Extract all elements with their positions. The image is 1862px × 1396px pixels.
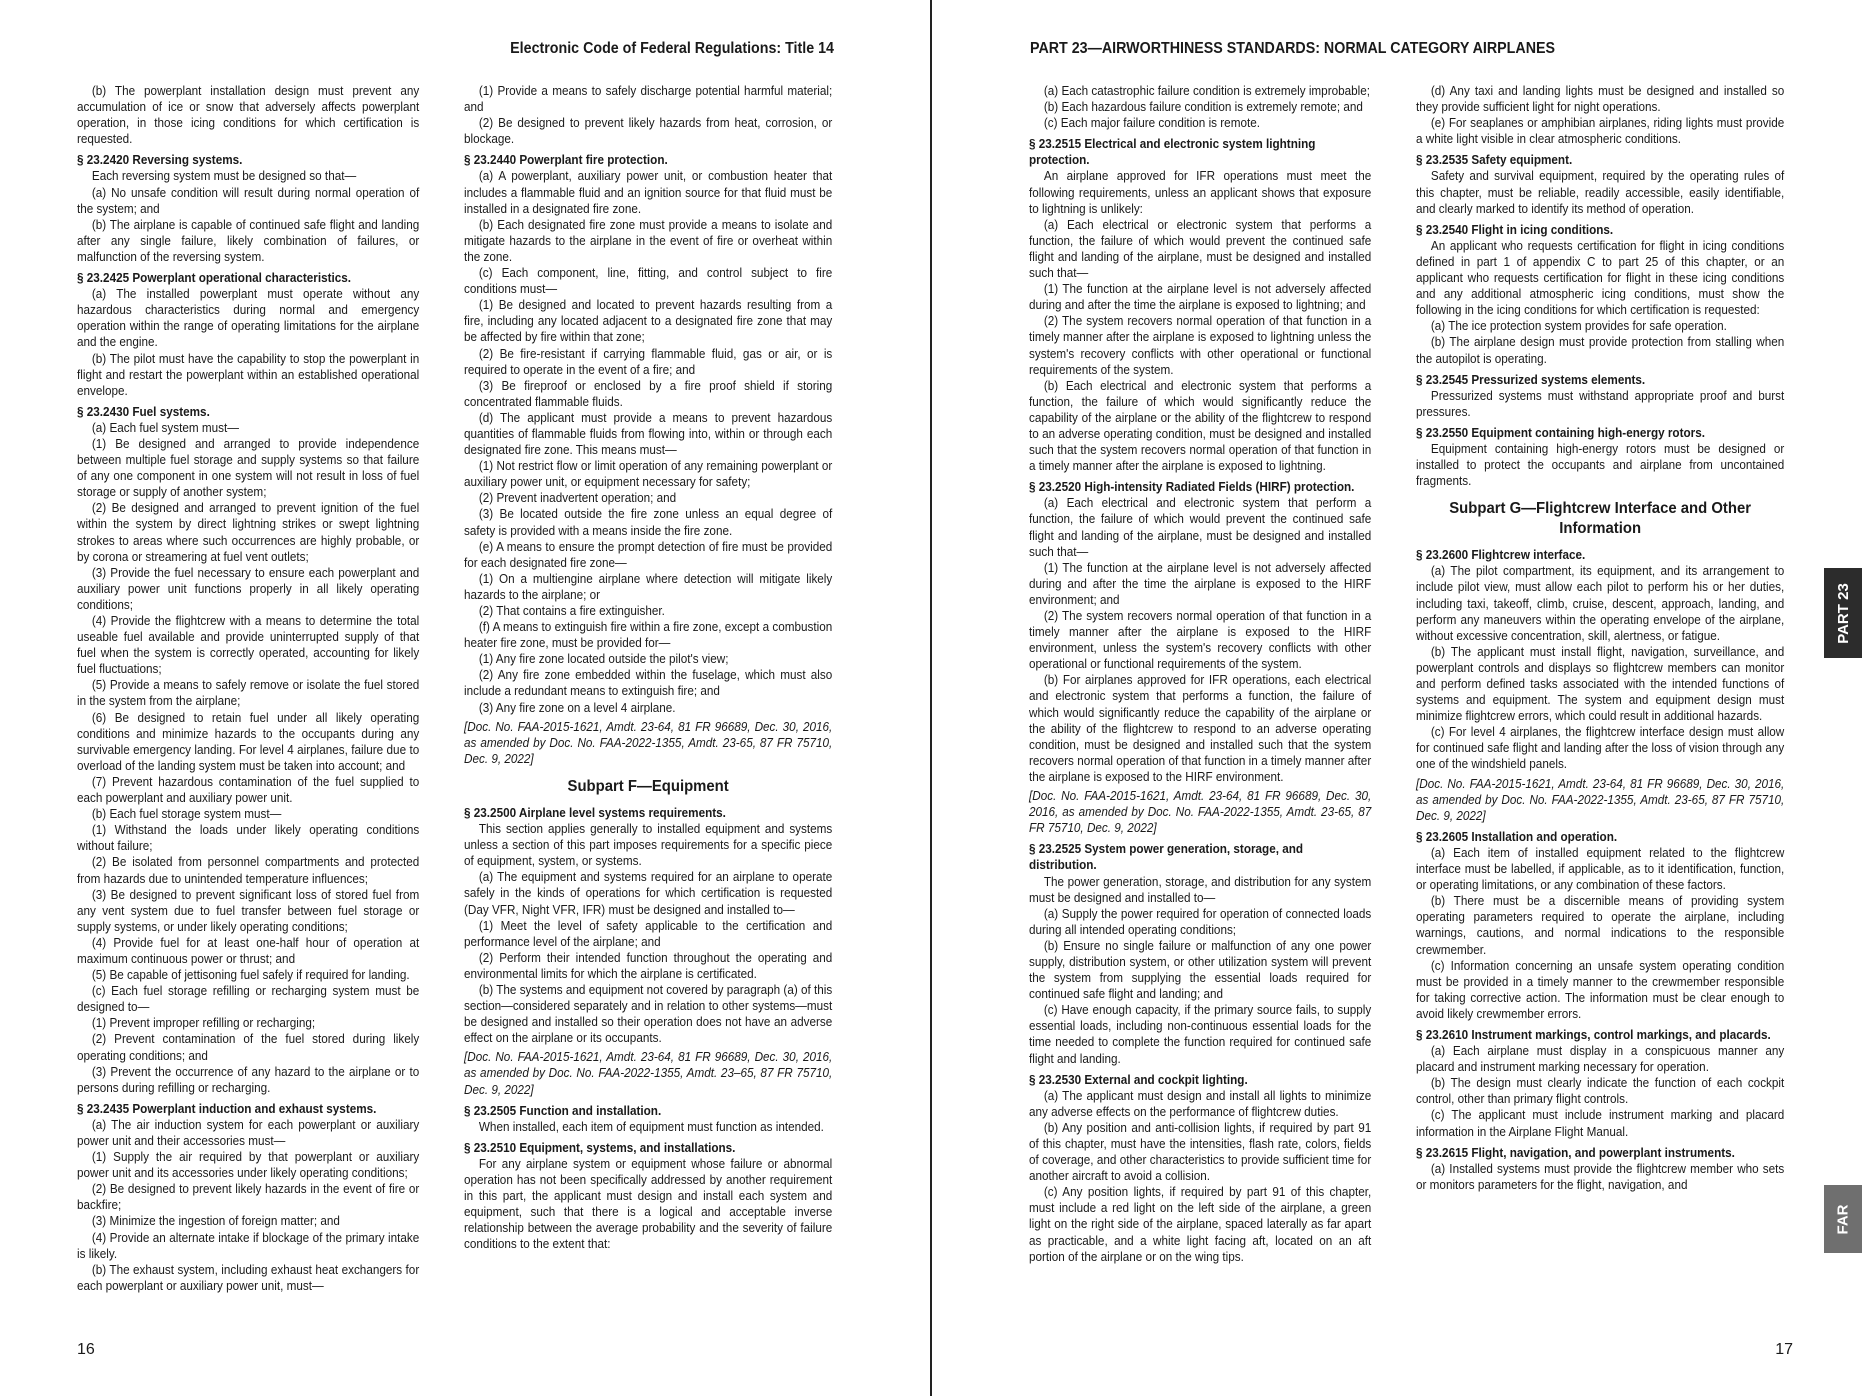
paragraph: (2) The system recovers normal operation of that function in a timely manner after the airplane is exposed to the HIRF environment, unless the system's recovery conflicts with other operational or functional requirements of the system.: [1029, 609, 1372, 672]
left-page: [0, 0, 930, 1396]
running-head: PART 23—AIRWORTHINESS STANDARDS: NORMAL CATEGORY AIRPLANES: [1030, 40, 1556, 57]
paragraph: (2) Perform their intended function throughout the operating and environmental limits for which the airplane is certificated.: [464, 950, 833, 981]
section-heading: § 23.2545 Pressurized systems elements.: [1416, 372, 1646, 387]
paragraph: (a) Supply the power required for operation of connected loads during all intended operating conditions;: [1029, 906, 1372, 937]
paragraph: (a) No unsafe condition will result during normal operation of the system; and: [77, 185, 420, 216]
section-heading: § 23.2420 Reversing systems.: [77, 153, 243, 168]
thumb-tab-label: PART 23: [1834, 582, 1852, 644]
paragraph: (b) For airplanes approved for IFR operations, each electrical and electronic system that performs a function, the failure of which would significantly reduce the capability of the airplane or the ability of the flightcrew to respond to an adverse operating condition, must be designed and installed such that the system recovers normal operation of that function in a timely manner after the airplane is exposed to the HIRF environment.: [1029, 673, 1372, 784]
paragraph: (c) Any position lights, if required by part 91 of this chapter, must include a red light on the left side of the airplane, a green light on the right side of the airplane, spaced laterally as far apart as practicable, and a white light facing aft, located on an aft portion of the airplane or on the wing tips.: [1029, 1185, 1372, 1264]
paragraph: (c) For level 4 airplanes, the flightcrew interface design must allow for continued safe flight and landing after the loss of vision through any one of the windshield panels.: [1416, 725, 1785, 772]
paragraph: (b) Each designated fire zone must provide a means to isolate and mitigate hazards to the airplane in the event of fire or overheat within the zone.: [464, 217, 833, 264]
paragraph: (1) The function at the airplane level is not adversely affected during and after the time the airplane is exposed to the HIRF environment; and: [1029, 560, 1372, 607]
paragraph: (a) Each catastrophic failure condition is extremely improbable;: [1043, 84, 1371, 98]
paragraph: Equipment containing high-energy rotors must be designed or installed to protect the occupants and airplane from uncontained fragments.: [1416, 441, 1785, 489]
paragraph: (a) Each item of installed equipment related to the flightcrew interface must be labelled, if applicable, as to it identification, function, or operating limitations, or any combination of these factors.: [1416, 845, 1785, 893]
paragraph: (d) Any taxi and landing lights must be designed and installed so they provide sufficient light for night operations.: [1416, 84, 1785, 115]
paragraph: (b) The applicant must install flight, navigation, surveillance, and powerplant controls and displays so flightcrew members can monitor and perform defined tasks associated with the intended functions of systems and equipment. The system and equipment design must minimize flightcrew errors, which could result in additional hazards.: [1416, 644, 1785, 724]
paragraph: (e) For seaplanes or amphibian airplanes, riding lights must provide a white light visible in clear atmospheric conditions.: [1416, 116, 1785, 147]
paragraph: (1) Supply the air required by that powerplant or auxiliary power unit and its accessories under likely operating conditions;: [77, 1150, 420, 1181]
paragraph: (a) The ice protection system provides for safe operation.: [1430, 319, 1727, 334]
paragraph: (3) Be fireproof or enclosed by a fire proof shield if storing concentrated flammable fluids.: [464, 378, 833, 409]
paragraph: (6) Be designed to retain fuel under all likely operating conditions and minimize hazards to the occupants during any survivable emergency landing. For level 4 airplanes, failure due to overload of the landing system must be taken into account; and: [77, 710, 420, 773]
paragraph: Pressurized systems must withstand appropriate proof and burst pressures.: [1416, 388, 1785, 419]
paragraph: (3) Prevent the occurrence of any hazard to the airplane or to persons during refilling or recharging.: [77, 1064, 420, 1095]
paragraph: (1) Be designed and arranged to provide independence between multiple fuel storage and supply systems so that failure of any one component in one system will not result in loss of fuel storage or supply of another system;: [77, 436, 420, 500]
section-heading: § 23.2600 Flightcrew interface.: [1416, 548, 1586, 563]
paragraph: (a) Each electrical and electronic system that perform a function, the failure of which would prevent the continued safe flight and landing of the airplane, must be designed and installed such that—: [1029, 496, 1372, 559]
section-heading: § 23.2505 Function and installation.: [464, 1103, 662, 1118]
paragraph: (7) Prevent hazardous contamination of the fuel supplied to each powerplant and auxiliary power unit.: [77, 774, 420, 806]
paragraph: (1) Any fire zone located outside the pilot's view;: [478, 652, 729, 667]
paragraph: (b) The systems and equipment not covered by paragraph (a) of this section—considered separately and in relation to other systems—must be designed and installed so their operation does not have an adverse effect on the airplane or its occupants.: [464, 982, 833, 1046]
section-heading: § 23.2550 Equipment containing high-energy rotors.: [1416, 425, 1705, 440]
section-heading: § 23.2520 High-intensity Radiated Fields (HIRF) protection.: [1029, 480, 1355, 495]
paragraph: (b) The airplane design must provide protection from stalling when the autopilot is operating.: [1416, 335, 1785, 366]
subpart-heading: Subpart G—Flightcrew Interface and Other Information: [1449, 500, 1752, 538]
paragraph: (c) Each component, line, fitting, and control subject to fire conditions must—: [464, 266, 833, 297]
paragraph: (c) The applicant must include instrument marking and placard information in the Airplane Flight Manual.: [1416, 1108, 1785, 1139]
thumb-tab-part: [1824, 568, 1862, 658]
section-heading: § 23.2425 Powerplant operational characteristics.: [77, 271, 352, 286]
paragraph: (1) Be designed and located to prevent hazards resulting from a fire, including any located adjacent to a designated fire zone that may be affected by fire within that zone;: [464, 298, 833, 345]
paragraph: (b) The design must clearly indicate the function of each cockpit control, other than primary flight controls.: [1416, 1076, 1785, 1107]
amendment-citation: [Doc. No. FAA-2015-1621, Amdt. 23-64, 81 FR 96689, Dec. 30, 2016, as amended by Doc. No. FAA-2022-1355, Amdt. 23-65, 87 FR 75710, Dec. 9, 2022]: [1029, 789, 1372, 836]
paragraph: An airplane approved for IFR operations must meet the following requirements, unless an applicant shows that exposure to lightning is unlikely:: [1029, 169, 1372, 216]
paragraph: When installed, each item of equipment must function as intended.: [478, 1119, 824, 1134]
running-head: Electronic Code of Federal Regulations: Title 14: [510, 40, 834, 57]
section-heading: § 23.2440 Powerplant fire protection.: [464, 153, 668, 168]
paragraph: (1) Provide a means to safely discharge potential harmful material; and: [464, 84, 833, 115]
section-heading: § 23.2510 Equipment, systems, and installations.: [464, 1140, 736, 1155]
paragraph: (3) Be designed to prevent significant loss of stored fuel from any vent system due to fuel transfer between fuel storage or supply systems, or under likely operating conditions;: [77, 887, 420, 934]
paragraph: (2) Any fire zone embedded within the fuselage, which must also include a redundant means to extinguish fire; and: [464, 668, 833, 699]
amendment-citation: [Doc. No. FAA-2015-1621, Amdt. 23-64, 81 FR 96689, Dec. 30, 2016, as amended by Doc. No. FAA-2022-1355, Amdt. 23-65, 87 FR 75710, Dec. 9, 2022]: [464, 719, 833, 766]
paragraph: (b) Each electrical and electronic system that performs a function, the failure of which would significantly reduce the capability of the airplane or the ability of the flightcrew to respond to an adverse operating condition, must be designed and installed such that the system recovers normal operation of that function in a timely manner after the airplane is exposed to lightning.: [1029, 378, 1372, 474]
paragraph: This section applies generally to installed equipment and systems unless a section of this part imposes requirements for a specific piece of equipment, system, or systems.: [464, 822, 833, 869]
text-column: [1416, 83, 1784, 1193]
paragraph: Safety and survival equipment, required by the operating rules of this chapter, must be reliable, readily accessible, easily identifiable, and clearly marked to identify its method of operation.: [1416, 169, 1785, 216]
amendment-citation: [Doc. No. FAA-2015-1621, Amdt. 23-64, 81 FR 96689, Dec. 30, 2016, as amended by Doc. No. FAA-2022-1355, Amdt. 23-65, 87 FR 75710, Dec. 9, 2022]: [1416, 776, 1785, 823]
paragraph: (b) The pilot must have the capability to stop the powerplant in flight and restart the powerplant within an established operational envelope.: [77, 351, 420, 398]
paragraph: (4) Provide an alternate intake if blockage of the primary intake is likely.: [77, 1230, 420, 1261]
paragraph: (a) The air induction system for each powerplant or auxiliary power unit and their accessories must—: [77, 1117, 420, 1148]
page-number: 17: [1775, 1341, 1793, 1358]
paragraph: (1) Not restrict flow or limit operation of any remaining powerplant or auxiliary power unit, or equipment necessary for safety;: [464, 459, 833, 490]
thumb-tab-far: [1824, 1185, 1862, 1253]
paragraph: (1) Meet the level of safety applicable to the certification and performance level of the airplane; and: [464, 918, 833, 949]
paragraph: (a) A powerplant, auxiliary power unit, or combustion heater that includes a flammable fluid and an ignition source for that fluid must be installed in a designated fire zone.: [464, 169, 833, 216]
paragraph: (3) Be located outside the fire zone unless an equal degree of safety is provided with a means inside the fire zone.: [464, 507, 833, 538]
section-heading: § 23.2435 Powerplant induction and exhaust systems.: [77, 1101, 377, 1116]
paragraph: (2) The system recovers normal operation of that function in a timely manner after the airplane is exposed to lightning unless the system's recovery conflicts with other operational or functional requirements of the system.: [1029, 314, 1372, 377]
paragraph: (2) Be designed to prevent likely hazards from heat, corrosion, or blockage.: [464, 116, 833, 147]
paragraph: (2) Be fire-resistant if carrying flammable fluid, gas or air, or is required to operate in the event of a fire; and: [464, 346, 833, 377]
section-heading: § 23.2610 Instrument markings, control markings, and placards.: [1416, 1027, 1771, 1042]
paragraph: (5) Be capable of jettisoning fuel safely if required for landing.: [91, 968, 410, 983]
thumb-tab-label: FAR: [1834, 1204, 1852, 1234]
paragraph: (2) Prevent contamination of the fuel stored during likely operating conditions; and: [77, 1032, 420, 1063]
paragraph: The power generation, storage, and distribution for any system must be designed and installed to—: [1029, 874, 1372, 905]
text-column: [77, 83, 419, 1294]
paragraph: (c) Information concerning an unsafe system operating condition must be provided in a timely manner to the crewmember responsible for taking corrective action. The information must be clear enough to avoid likely crewmember errors.: [1416, 958, 1785, 1021]
paragraph: (4) Provide the flightcrew with a means to determine the total useable fuel available and provide uninterrupted supply of that fuel when the system is correctly operated, accounting for likely fuel fluctuations;: [77, 614, 420, 677]
paragraph: (3) Provide the fuel necessary to ensure each powerplant and auxiliary power unit functions properly in all likely operating conditions;: [77, 565, 420, 612]
paragraph: (a) The pilot compartment, its equipment, and its arrangement to include pilot view, must allow each pilot to perform his or her duties, including taxi, takeoff, climb, cruise, descent, approach, landing, and perform any maneuvers within the operating envelope of the airplane, without excessive concentration, skill, alertness, or fatigue.: [1416, 564, 1785, 643]
paragraph: (f) A means to extinguish fire within a fire zone, except a combustion heater fire zone, must be provided for—: [464, 620, 833, 651]
paragraph: (a) The applicant must design and install all lights to minimize any adverse effects on the performance of flightcrew duties.: [1029, 1088, 1372, 1119]
paragraph: (d) The applicant must provide a means to prevent hazardous quantities of flammable fluids from flowing into, within or through each designated fire zone. This means must—: [464, 410, 833, 458]
paragraph: (c) Have enough capacity, if the primary source fails, to supply essential loads, including non-continuous essential loads for the time needed to complete the function required for continued safe flight and landing.: [1029, 1003, 1372, 1066]
paragraph: (a) The equipment and systems required for an airplane to operate safely in the kinds of operations for which certification is requested (Day VFR, Night VFR, IFR) must be designed and installed to—: [464, 870, 833, 917]
paragraph: (a) Installed systems must provide the flightcrew member who sets or monitors parameters for the flight, navigation, and: [1416, 1161, 1785, 1192]
paragraph: (4) Provide fuel for at least one-half hour of operation at maximum continuous power or thrust; and: [77, 935, 420, 966]
right-page: [932, 0, 1862, 1396]
paragraph: (b) The exhaust system, including exhaust heat exchangers for each powerplant or auxiliary power unit, must—: [77, 1262, 420, 1293]
paragraph: (2) Be designed and arranged to prevent ignition of the fuel within the system by direct lightning strikes or swept lightning strokes to areas where such occurrences are highly probable, or by corona or streamering at fuel vent outlets;: [77, 501, 420, 564]
paragraph: (b) Each hazardous failure condition is extremely remote; and: [1043, 100, 1363, 115]
paragraph: (b) Each fuel storage system must—: [91, 807, 282, 822]
paragraph: (b) The airplane is capable of continued safe flight and landing after any single failure, likely combination of failures, or malfunction of the reversing system.: [77, 217, 420, 264]
paragraph: (1) Withstand the loads under likely operating conditions without failure;: [77, 823, 420, 854]
section-heading: § 23.2525 System power generation, storage, and distribution.: [1029, 842, 1304, 873]
section-heading: § 23.2430 Fuel systems.: [77, 404, 210, 419]
paragraph: (b) The powerplant installation design must prevent any accumulation of ice or snow that adversely affects powerplant operation, in those icing conditions for which certification is requested.: [77, 84, 420, 147]
paragraph: (1) On a multiengine airplane where detection will mitigate likely hazards to the airplane; or: [464, 571, 833, 602]
subpart-heading: Subpart F—Equipment: [567, 777, 729, 795]
paragraph: An applicant who requests certification for flight in icing conditions defined in part 1 of appendix C to part 25 of this chapter, or an applicant who requests certification for flight in these icing conditions and any additional atmospheric icing conditions, must show the following in the icing conditions for which certification is requested:: [1416, 238, 1785, 318]
section-heading: § 23.2540 Flight in icing conditions.: [1416, 222, 1614, 237]
paragraph: (5) Provide a means to safely remove or isolate the fuel stored in the system from the airplane;: [77, 678, 420, 709]
amendment-citation: [Doc. No. FAA-2015-1621, Amdt. 23-64, 81 FR 96689, Dec. 30, 2016, as amended by Doc. No. FAA-2022-1355, Amdt. 23–65, 87 FR 75710, Dec. 9, 2022]: [464, 1050, 833, 1097]
paragraph: (3) Minimize the ingestion of foreign matter; and: [91, 1214, 340, 1229]
section-heading: § 23.2515 Electrical and electronic system lightning protection.: [1029, 137, 1316, 168]
paragraph: (a) Each fuel system must—: [91, 420, 239, 435]
paragraph: (1) Prevent improper refilling or recharging;: [91, 1016, 316, 1031]
paragraph: (3) Any fire zone on a level 4 airplane.: [478, 700, 676, 715]
paragraph: (2) Be isolated from personnel compartments and protected from hazards due to unintended temperature influences;: [77, 855, 420, 886]
page-number: 16: [77, 1341, 95, 1358]
text-column: [464, 83, 832, 1252]
section-heading: § 23.2615 Flight, navigation, and powerplant instruments.: [1416, 1145, 1735, 1160]
paragraph: (2) That contains a fire extinguisher.: [478, 604, 665, 618]
paragraph: (b) There must be a discernible means of providing system operating parameters required to operate the airplane, including warnings, cautions, and normal indications to the responsible crewmember.: [1416, 894, 1785, 957]
paragraph: (a) Each electrical or electronic system that performs a function, the failure of which would prevent the continued safe flight and landing of the airplane, must be designed and installed such that—: [1029, 217, 1372, 281]
text-column: [1029, 83, 1371, 1265]
paragraph: (2) Be designed to prevent likely hazards in the event of fire or backfire;: [77, 1182, 420, 1213]
paragraph: (1) The function at the airplane level is not adversely affected during and after the time the airplane is exposed to lightning; and: [1029, 282, 1372, 313]
paragraph: Each reversing system must be designed so that—: [91, 169, 357, 184]
section-heading: § 23.2535 Safety equipment.: [1416, 153, 1573, 168]
paragraph: (2) Prevent inadvertent operation; and: [478, 491, 677, 506]
paragraph: (b) Ensure no single failure or malfunction of any one power supply, distribution system, or other utilization system will prevent the system from supplying the essential loads required for continued safe flight and landing; and: [1029, 938, 1372, 1002]
section-heading: § 23.2530 External and cockpit lighting.: [1029, 1072, 1248, 1087]
paragraph: (e) A means to ensure the prompt detection of fire must be provided for each designated fire zone—: [464, 539, 833, 570]
section-heading: § 23.2500 Airplane level systems requirements.: [464, 805, 726, 820]
paragraph: For any airplane system or equipment whose failure or abnormal operation has not been specifically addressed by another requirement in this part, the applicant must design and install each system and equipment, such that there is a logical and acceptable inverse relationship between the average probability and the severity of failure conditions to the extent that:: [464, 1156, 833, 1252]
paragraph: (c) Each fuel storage refilling or recharging system must be designed to—: [77, 984, 420, 1015]
paragraph: (a) The installed powerplant must operate without any hazardous characteristics during normal and emergency operation within the range of operating limitations for the airplane and the engine.: [77, 287, 420, 350]
paragraph: (c) Each major failure condition is remote.: [1043, 116, 1261, 131]
paragraph: (b) Any position and anti-collision lights, if required by part 91 of this chapter, must have the intensities, flash rate, colors, fields of coverage, and other characteristics to provide sufficient time for another aircraft to avoid a collision.: [1029, 1120, 1372, 1184]
paragraph: (a) Each airplane must display in a conspicuous manner any placard and instrument marking necessary for operation.: [1416, 1044, 1785, 1075]
section-heading: § 23.2605 Installation and operation.: [1416, 829, 1618, 844]
